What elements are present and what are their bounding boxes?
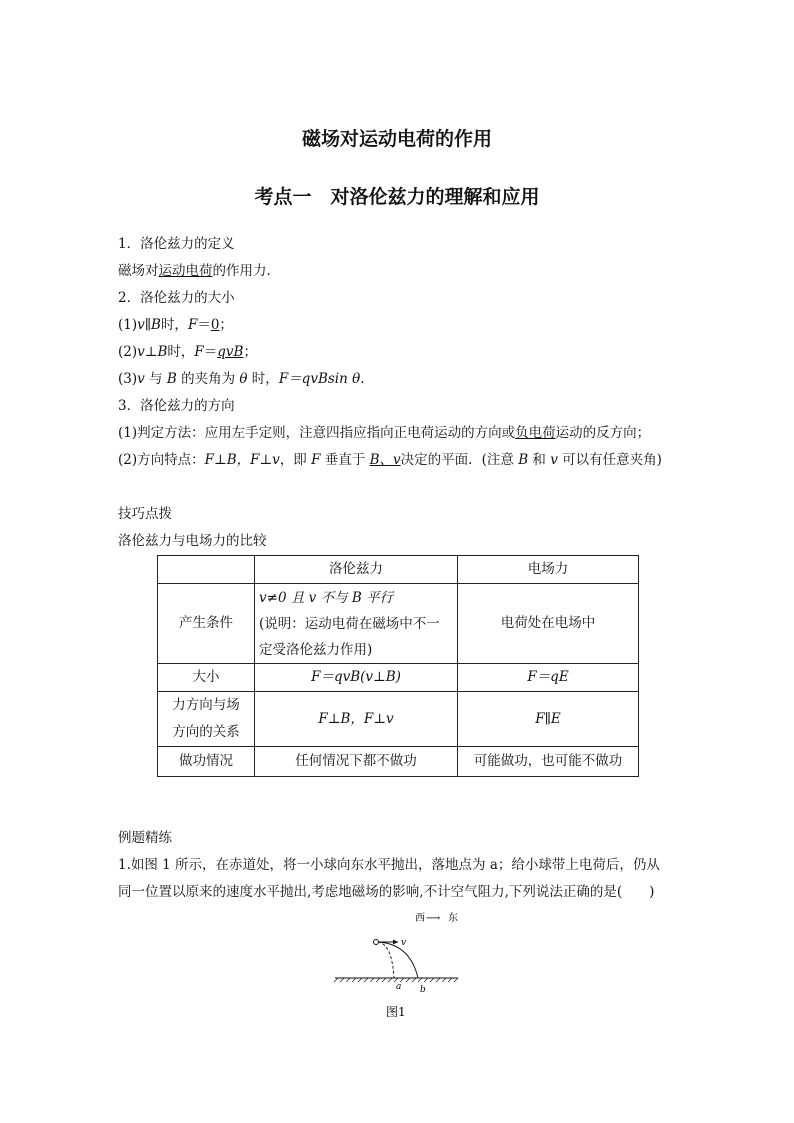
tips-heading: 技巧点拨 — [118, 506, 172, 522]
s3-l2-b: B — [518, 452, 529, 468]
s1-heading: 1．洛伦兹力的定义 — [118, 236, 235, 252]
s2-l1-f: F — [187, 317, 198, 333]
s2-l1-v: v — [137, 317, 145, 333]
direction-east: 东 — [448, 913, 458, 924]
s2-l2-f: F — [194, 344, 204, 360]
s2-line-3 — [118, 367, 365, 387]
s2-l1-pre: (1) — [118, 317, 138, 333]
s3-l2-v: v — [550, 452, 558, 468]
trajectory-diagram — [330, 908, 470, 1020]
label-a: a — [396, 982, 402, 992]
s2-l3-mid1: 与 — [144, 371, 167, 387]
figure-1 — [330, 908, 470, 1020]
cell-line: (说明：运动电荷在磁场中不一 — [259, 615, 440, 632]
table-row — [158, 664, 639, 692]
cell-electric-direction: F∥E — [458, 692, 639, 747]
direction-west: 西 — [415, 913, 425, 924]
question-line-2: 同一位置以原来的速度水平抛出,考虑地磁场的影响,不计空气阻力,下列说法正确的是( ) — [118, 884, 655, 900]
s3-l2-formula: F⊥B，F⊥v — [204, 452, 280, 468]
s3-l2-mid: ，即 — [279, 452, 312, 468]
s3-l2-f: F — [311, 452, 321, 468]
s2-l1-end: ； — [219, 317, 233, 333]
s3-line-2 — [118, 448, 662, 468]
cell-line: v≠0 且 v 不与 B 平行 — [259, 589, 394, 606]
section-title: 考点一 对洛伦兹力的理解和应用 — [254, 186, 540, 208]
table-header-empty — [158, 556, 255, 584]
s2-l2-perp: ⊥ — [144, 344, 158, 360]
s3-l2-pre: (2)方向特点： — [118, 452, 205, 468]
comparison-table — [157, 555, 639, 777]
row-label-line: 方向的关系 — [172, 724, 240, 740]
example-heading: 例题精练 — [118, 830, 172, 846]
page-title: 磁场对运动电荷的作用 — [301, 128, 492, 150]
cell-electric-condition: 电荷处在电场中 — [458, 584, 639, 664]
cell-lorentz-direction: F⊥B，F⊥v — [255, 692, 458, 747]
s2-l3-v: v — [137, 371, 145, 387]
row-label: 做功情况 — [158, 747, 255, 777]
s1-answer: 运动电荷 — [158, 263, 213, 279]
s2-l3-mid3: 时， — [247, 371, 279, 387]
s2-line-1 — [118, 313, 233, 333]
s2-l3-formula: F＝qvBsin θ — [278, 371, 361, 387]
cell-lorentz-work: 任何情况下都不做功 — [255, 747, 458, 777]
s2-l1-par: ∥ — [144, 317, 152, 333]
s2-l3-theta: θ — [239, 371, 248, 387]
s1-pre: 磁场对 — [118, 263, 159, 279]
table-header-lorentz: 洛伦兹力 — [255, 556, 458, 584]
s3-l1-pre: (1)判定方法：应用左手定则，注意四指应指向正电荷运动的方向或 — [118, 425, 516, 441]
s2-l1-b: B — [151, 317, 161, 333]
s2-l2-pre: (2) — [118, 344, 138, 360]
s3-l2-mid2: 垂直于 — [320, 452, 370, 468]
cell-electric-magnitude: F＝qE — [458, 664, 639, 692]
s2-l2-end: ； — [243, 344, 257, 360]
trajectory-b — [378, 942, 418, 978]
row-label-line: 力方向与场 — [172, 697, 240, 713]
s1-definition — [118, 259, 280, 279]
s3-line-1 — [118, 421, 650, 441]
s2-line-2 — [118, 340, 257, 360]
velocity-arrowhead — [393, 940, 398, 945]
s3-l2-mid4: 和 — [528, 452, 551, 468]
s2-l1-eq: ＝ — [197, 317, 211, 333]
figure-caption: 图1 — [386, 1005, 406, 1019]
s3-l2-answer: B、v — [369, 452, 401, 468]
s2-heading: 2．洛伦兹力的大小 — [118, 290, 235, 306]
table-header-row — [158, 556, 639, 584]
label-v: v — [401, 938, 407, 948]
s2-l1-answer: 0 — [210, 317, 220, 333]
s2-l2-mid: 时， — [167, 344, 195, 360]
s2-l1-mid: 时， — [160, 317, 188, 333]
label-b: b — [420, 985, 426, 995]
table-row — [158, 747, 639, 777]
s1-post: 的作用力． — [212, 263, 280, 279]
s2-l2-v: v — [137, 344, 145, 360]
ball — [374, 940, 379, 945]
s3-l1-answer: 负电荷 — [515, 425, 556, 441]
cell-lorentz-condition — [255, 584, 458, 664]
cell-line: 定受洛伦兹力作用) — [259, 641, 373, 658]
s3-l1-post: 运动的反方向； — [555, 425, 651, 441]
s2-l2-eq: ＝ — [203, 344, 218, 360]
row-label: 大小 — [158, 664, 255, 692]
s2-l3-b: B — [166, 371, 177, 387]
s3-l2-end: 可以有任意夹角) — [557, 452, 662, 468]
s2-l3-mid2: 的夹角为 — [176, 371, 240, 387]
s2-l3-end: . — [360, 371, 365, 387]
table-row — [158, 692, 639, 747]
trajectory-a — [378, 942, 394, 978]
table-row — [158, 584, 639, 664]
s2-l2-b: B — [157, 344, 168, 360]
s3-l2-mid3: 决定的平面．(注意 — [400, 452, 519, 468]
s3-heading: 3．洛伦兹力的方向 — [118, 398, 235, 414]
s2-l2-answer: qvB — [217, 344, 244, 360]
cell-electric-work: 可能做功，也可能不做功 — [458, 747, 639, 777]
row-label: 产生条件 — [158, 584, 255, 664]
s2-l3-pre: (3) — [118, 371, 138, 387]
question-line-1: 1.如图 1 所示，在赤道处，将一小球向东水平抛出，落地点为 a；给小球带上电荷后，仍从 — [118, 857, 660, 873]
row-label — [158, 692, 255, 747]
table-header-electric: 电场力 — [458, 556, 639, 584]
cell-lorentz-magnitude: F＝qvB(v⊥B) — [255, 664, 458, 692]
table-title: 洛伦兹力与电场力的比较 — [118, 533, 267, 549]
direction-arrow: ⟶ — [426, 913, 441, 924]
